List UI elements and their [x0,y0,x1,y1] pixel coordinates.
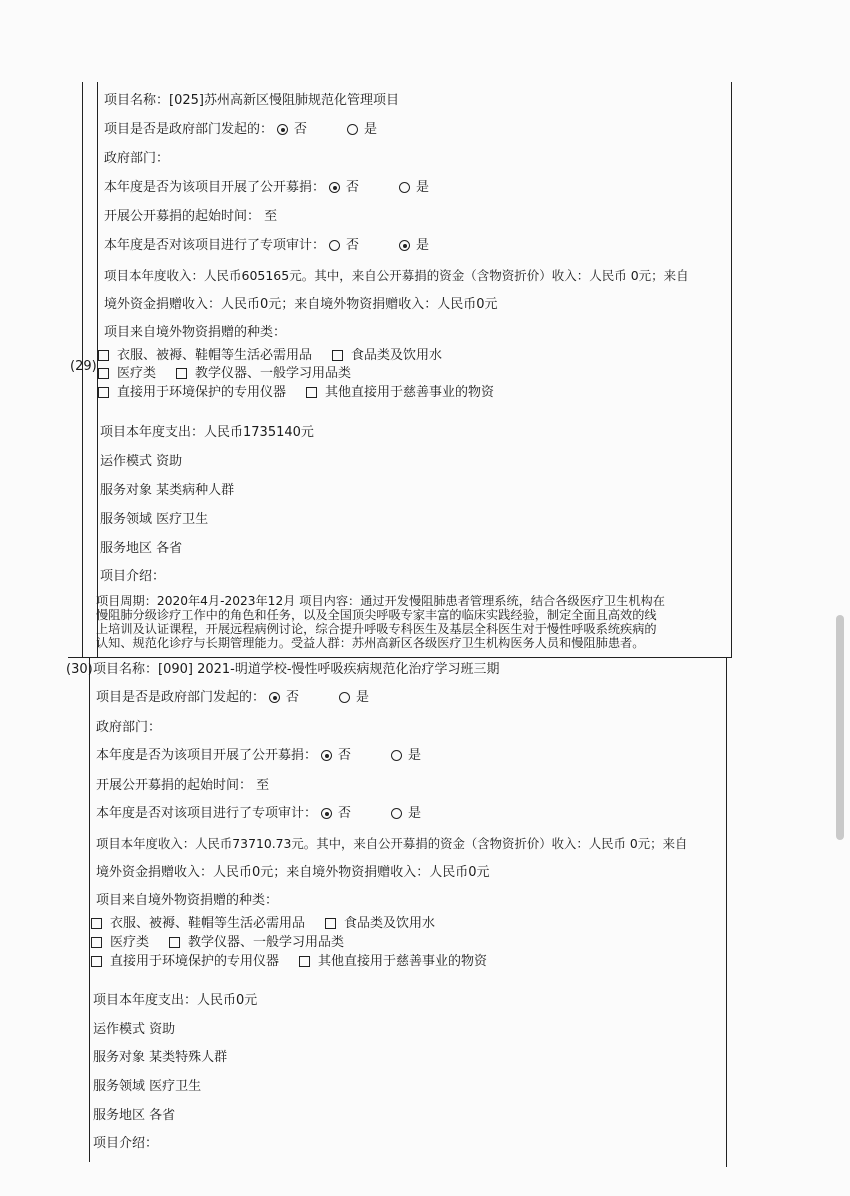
expense: 项目本年度支出：人民币1735140元 [100,425,314,440]
option-yes: 是 [408,806,422,821]
option-other-charity: 其他直接用于慈善事业的物资 [318,954,488,969]
radio-yes[interactable] [391,808,402,819]
radio-no[interactable] [329,240,340,251]
radio-no-selected[interactable] [329,182,340,193]
service-target: 服务对象 某类病种人群 [100,483,235,498]
intro-line-1: 项目周期：2020年4月-2023年12月 项目内容：通过开发慢阻肺患者管理系统，结合各级医疗卫生机构在 [96,594,665,608]
service-region: 服务地区 各省 [100,541,183,556]
intro-line-3: 上培训及认证课程，开展远程病例讨论，综合提升呼吸专科医生及基层全科医生对于慢性呼吸系统疾病的 [96,622,657,636]
expense: 项目本年度支出：人民币0元 [93,993,258,1008]
public-fundraising-label: 本年度是否为该项目开展了公开募捐： [96,748,318,763]
radio-yes-selected[interactable] [399,240,410,251]
option-medical: 医疗类 [110,935,150,950]
radio-no-selected[interactable] [269,692,280,703]
radio-no-selected[interactable] [321,750,332,761]
audit-label: 本年度是否对该项目进行了专项审计： [104,238,326,253]
operation-mode: 运作模式 资助 [100,454,183,469]
option-yes: 是 [416,180,430,195]
gov-initiated-row [104,122,377,138]
option-no: 否 [346,180,360,195]
radio-yes[interactable] [347,124,358,135]
checkbox-other-charity[interactable] [299,956,310,967]
service-field: 服务领域 医疗卫生 [93,1079,202,1094]
income-line-1: 项目本年度收入：人民币73710.73元。其中，来自公开募捐的资金（含物资折价）收入：人民币 0元；来自 [96,836,688,851]
option-environment: 直接用于环境保护的专用仪器 [117,385,287,400]
option-clothing: 衣服、被褥、鞋帽等生活必需用品 [110,916,306,931]
checkbox-food[interactable] [332,350,343,361]
intro-line-2: 慢阻肺分级诊疗工作中的角色和任务，以及全国顶尖呼吸专家丰富的临床实践经验，制定全面且高效的线 [96,608,657,622]
checkbox-environment[interactable] [98,387,109,398]
gov-initiated-label: 项目是否是政府部门发起的： [104,122,274,137]
radio-yes[interactable] [391,750,402,761]
radio-no-selected[interactable] [277,124,288,135]
donation-row-3 [98,385,494,401]
checkbox-clothing[interactable] [91,918,102,929]
checkbox-teaching[interactable] [176,368,187,379]
gov-dept-label: 政府部门： [96,720,162,735]
donation-row-2 [98,366,351,382]
donation-row-1 [98,348,442,364]
operation-mode: 运作模式 资助 [93,1022,176,1037]
public-fundraising-row [104,180,429,196]
checkbox-medical[interactable] [91,937,102,948]
option-yes: 是 [364,122,378,137]
income-line-2: 境外资金捐赠收入：人民币0元；来自境外物资捐赠收入：人民币0元 [96,865,490,880]
project-name: 项目名称：[090] 2021-明道学校-慢性呼吸疾病规范化治疗学习班三期 [93,662,500,677]
option-food: 食品类及饮用水 [344,916,436,931]
gov-dept-label: 政府部门： [104,151,170,166]
gov-initiated-label: 项目是否是政府部门发起的： [96,690,266,705]
option-no: 否 [338,748,352,763]
public-fundraising-label: 本年度是否为该项目开展了公开募捐： [104,180,326,195]
item-index: (30) [66,662,93,677]
option-other-charity: 其他直接用于慈善事业的物资 [325,385,495,400]
intro-label: 项目介绍： [100,569,166,584]
donation-row-3 [91,954,487,970]
option-clothing: 衣服、被褥、鞋帽等生活必需用品 [117,348,313,363]
audit-row [104,238,429,254]
radio-no-selected[interactable] [321,808,332,819]
donation-row-2 [91,935,344,951]
radio-yes[interactable] [399,182,410,193]
table-right-border [731,82,732,658]
checkbox-teaching[interactable] [169,937,180,948]
audit-label: 本年度是否对该项目进行了专项审计： [96,806,318,821]
checkbox-environment[interactable] [91,956,102,967]
project-name: 项目名称：[025]苏州高新区慢阻肺规范化管理项目 [104,93,399,108]
option-environment: 直接用于环境保护的专用仪器 [110,954,280,969]
donation-types-label: 项目来自境外物资捐赠的种类： [104,325,287,340]
fundraising-start-label: 开展公开募捐的起始时间： 至 [104,209,278,224]
audit-row [96,806,421,822]
service-region: 服务地区 各省 [93,1108,176,1123]
option-medical: 医疗类 [117,366,157,381]
public-fundraising-row [96,748,421,764]
item-index: (29) [70,359,97,374]
option-teaching: 教学仪器、一般学习用品类 [188,935,345,950]
option-no: 否 [286,690,300,705]
donation-row-1 [91,916,435,932]
checkbox-other-charity[interactable] [306,387,317,398]
option-no: 否 [294,122,308,137]
table-inner-border-2 [89,657,90,1162]
donation-types-label: 项目来自境外物资捐赠的种类： [96,893,279,908]
option-no: 否 [338,806,352,821]
service-target: 服务对象 某类特殊人群 [93,1050,228,1065]
table-right-border-2 [726,657,727,1167]
radio-yes[interactable] [339,692,350,703]
income-line-1: 项目本年度收入：人民币605165元。其中，来自公开募捐的资金（含物资折价）收入：人民币 0元；来自 [104,268,689,283]
option-yes: 是 [416,238,430,253]
intro-label: 项目介绍： [93,1136,159,1151]
option-no: 否 [346,238,360,253]
income-line-2: 境外资金捐赠收入：人民币0元；来自境外物资捐赠收入：人民币0元 [104,297,498,312]
option-yes: 是 [408,748,422,763]
checkbox-medical[interactable] [98,368,109,379]
intro-line-4: 认知、规范化诊疗与长期管理能力。受益人群：苏州高新区各级医疗卫生机构医务人员和慢阻肺患者。 [96,636,645,650]
option-yes: 是 [356,690,370,705]
option-food: 食品类及饮用水 [351,348,443,363]
service-field: 服务领域 医疗卫生 [100,512,209,527]
row-divider [68,657,732,658]
fundraising-start-label: 开展公开募捐的起始时间： 至 [96,778,270,793]
gov-initiated-row [96,690,369,706]
checkbox-clothing[interactable] [98,350,109,361]
scrollbar[interactable] [836,615,844,840]
option-teaching: 教学仪器、一般学习用品类 [195,366,352,381]
checkbox-food[interactable] [325,918,336,929]
